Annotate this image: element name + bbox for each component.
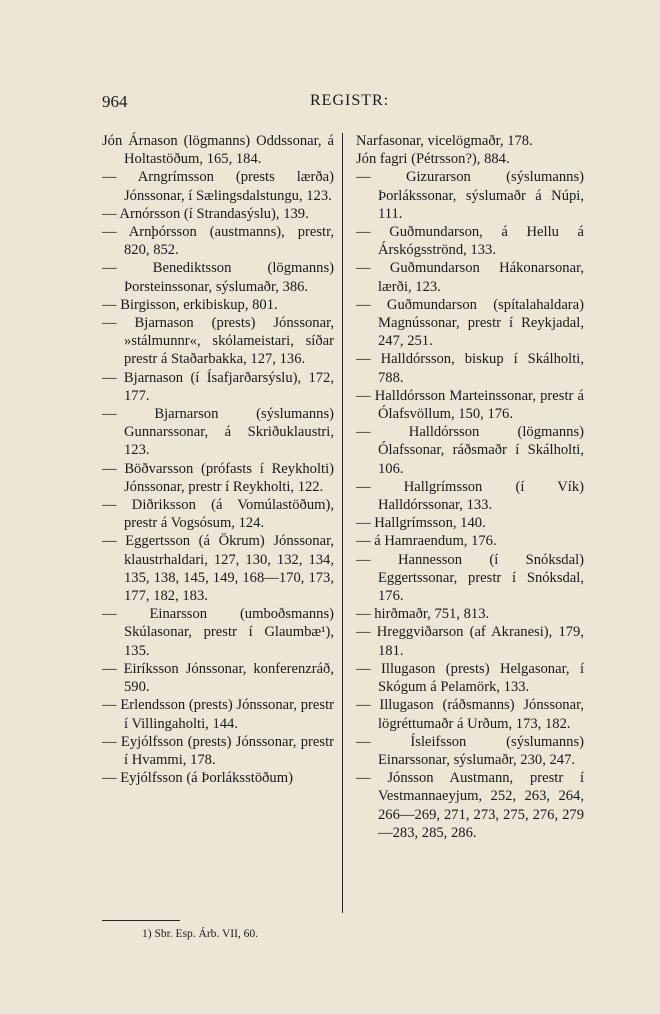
- footnote: 1) Sbr. Esp. Árb. VII, 60.: [142, 928, 259, 940]
- index-entry: — á Hamraendum, 176.: [356, 533, 497, 550]
- index-entry: — Eggertsson (á Ökrum) Jónssonar, klaustrhaldari, 127, 130, 132, 134, 135, 138, 145, 149, 168—170, 173, 177, 182, 183.: [102, 533, 334, 605]
- index-entry: — Eyjólfsson (á Þorláksstöðum): [102, 770, 293, 787]
- page-number: 964: [102, 92, 128, 111]
- index-entry: — Bjarnason (í Ísafjarðarsýslu), 172, 177.: [102, 369, 334, 404]
- index-entry: — Illugason (ráðsmanns) Jónssonar, lögréttumaðr á Urðum, 173, 182.: [356, 697, 584, 732]
- index-entry: — Birgisson, erkibiskup, 801.: [102, 296, 278, 313]
- index-entry: — Ísleifsson (sýslumanns) Einarssonar, sýslumaðr, 230, 247.: [356, 733, 584, 768]
- right-column: [356, 132, 584, 842]
- index-entry: — Hreggviðarson (af Akranesi), 179, 181.: [356, 624, 584, 659]
- index-entry: — Halldórsson (lögmanns) Ólafssonar, ráðsmaðr í Skálholti, 106.: [356, 424, 584, 477]
- index-entry: — Gizurarson (sýslumanns) Þorlákssonar, sýslumaðr á Núpi, 111.: [356, 169, 584, 222]
- index-entry: — Guðmundarson (spítalahaldara) Magnússonar, prestr í Reykjadal, 247, 251.: [356, 296, 584, 350]
- index-entry: — Guðmundarson Hákonarsonar, lærði, 123.: [356, 260, 584, 295]
- index-entry: — Hallgrímsson (í Vík) Halldórssonar, 133.: [356, 478, 584, 514]
- index-entry: — Halldórsson, biskup í Skálholti, 788.: [356, 351, 584, 386]
- index-entry: — Erlendsson (prests) Jónssonar, prestr í Villingaholti, 144.: [102, 697, 334, 732]
- index-entry: — Bjarnason (prests) Jónssonar, »stálmunnr«, skólameistari, síðar prestr á Staðarbakka, 127, 136.: [102, 315, 334, 368]
- index-entry: — Einarsson (umboðsmanns) Skúlasonar, prestr í Glaumbæ¹), 135.: [102, 606, 334, 659]
- index-entry: Jón Árnason (lögmanns) Oddssonar, á Holtastöðum, 165, 184.: [102, 133, 334, 168]
- index-entry: — Arnórsson (í Strandasýslu), 139.: [102, 205, 309, 222]
- index-entry: — Hallgrímsson, 140.: [356, 515, 486, 532]
- running-head: REGISTR:: [310, 92, 390, 109]
- index-entry: — Benediktsson (lögmanns) Þorsteinssonar, sýslumaðr, 386.: [102, 260, 334, 295]
- index-entry: — Guðmundarson, á Hellu á Árskógsströnd, 133.: [356, 224, 584, 259]
- left-column: [102, 132, 334, 787]
- index-entry: — Eyjólfsson (prests) Jónssonar, prestr í Hvammi, 178.: [102, 733, 334, 768]
- column-divider: [342, 133, 343, 913]
- index-entry: — Arnþórsson (austmanns), prestr, 820, 852.: [102, 224, 334, 259]
- index-entry: — Arngrímsson (prests lærða) Jónssonar, í Sælingsdalstungu, 123.: [102, 169, 334, 204]
- index-entry: — Eiríksson Jónssonar, konferenzráð, 590.: [102, 660, 334, 696]
- index-entry: — Bjarnarson (sýslumanns) Gunnarssonar, á Skriðuklaustri, 123.: [102, 406, 334, 459]
- index-entry: Jón fagri (Pétrsson?), 884.: [356, 151, 510, 168]
- index-entry: Narfasonar, vicelögmaðr, 178.: [356, 133, 533, 149]
- index-entry: — Böðvarsson (prófasts í Reykholti) Jónssonar, prestr í Reykholti, 122.: [102, 460, 334, 495]
- index-entry: — Hannesson (í Snóksdal) Eggertssonar, prestr í Snóksdal, 176.: [356, 551, 584, 605]
- index-entry: — hirðmaðr, 751, 813.: [356, 606, 490, 623]
- footnote-rule: [102, 920, 180, 921]
- index-entry: — Jónsson Austmann, prestr í Vestmannaeyjum, 252, 263, 264, 266—269, 271, 273, 275, 276, 279—283, 285, 286.: [356, 770, 584, 841]
- index-entry: — Halldórsson Marteinssonar, prestr á Ólafsvöllum, 150, 176.: [356, 387, 584, 423]
- index-entry: — Diðriksson (á Vomúlastöðum), prestr á Vogsósum, 124.: [102, 497, 334, 532]
- index-entry: — Illugason (prests) Helgasonar, í Skógum á Pelamörk, 133.: [356, 660, 584, 696]
